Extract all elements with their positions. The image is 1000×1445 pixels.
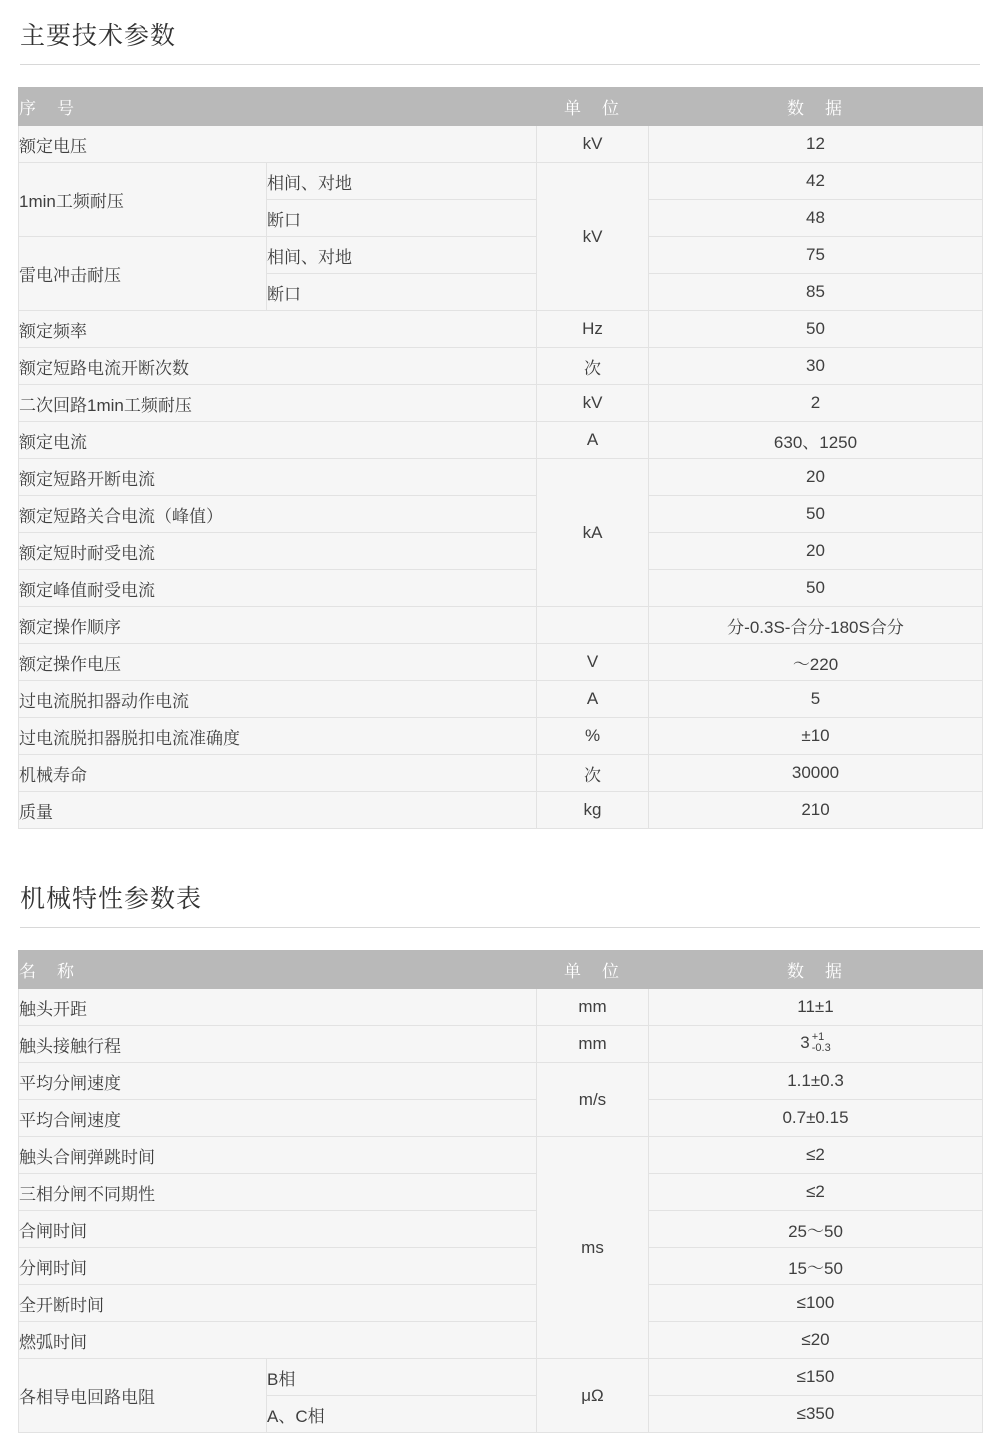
table-row	[19, 385, 983, 422]
row-value: 11±1	[649, 989, 983, 1026]
table-row	[19, 607, 983, 644]
row-value: 20	[649, 533, 983, 570]
tolerance-upper: +1	[811, 1031, 825, 1044]
column-header-unit: 单 位	[537, 951, 649, 989]
row-unit: 次	[537, 348, 649, 385]
row-value: 75	[649, 237, 983, 274]
row-label: 触头开距	[19, 989, 537, 1026]
row-unit: V	[537, 644, 649, 681]
row-label: 1min工频耐压	[19, 163, 267, 237]
row-label: 额定短时耐受电流	[19, 533, 537, 570]
technical-parameters-table	[18, 87, 983, 829]
table-row	[19, 422, 983, 459]
row-value: ≤100	[649, 1285, 983, 1322]
table-row	[19, 681, 983, 718]
row-label: 燃弧时间	[19, 1322, 537, 1359]
row-label: 合闸时间	[19, 1211, 537, 1248]
row-sublabel: 相间、对地	[267, 163, 537, 200]
row-value: 50	[649, 496, 983, 533]
row-unit: A	[537, 422, 649, 459]
row-label: 全开断时间	[19, 1285, 537, 1322]
tolerance-lower: -0.3	[811, 1041, 831, 1054]
column-header-value: 数 据	[649, 88, 983, 126]
row-label: 触头接触行程	[19, 1026, 537, 1063]
table-row	[19, 1100, 983, 1137]
row-label: 二次回路1min工频耐压	[19, 385, 537, 422]
row-unit	[537, 607, 649, 644]
table-row	[19, 989, 983, 1026]
table-header-row	[19, 88, 983, 126]
table-row	[19, 496, 983, 533]
table-row	[19, 718, 983, 755]
section-title-mechanical-parameters: 机械特性参数表	[20, 885, 203, 913]
row-label: 额定峰值耐受电流	[19, 570, 537, 607]
row-value: 30	[649, 348, 983, 385]
row-label: 额定操作顺序	[19, 607, 537, 644]
row-label: 额定短路电流开断次数	[19, 348, 537, 385]
row-value: ≤150	[649, 1359, 983, 1396]
row-sublabel: B相	[267, 1359, 537, 1396]
row-value: 2	[649, 385, 983, 422]
row-value: 分-0.3S-合分-180S合分	[649, 607, 983, 644]
row-label: 平均合闸速度	[19, 1100, 537, 1137]
row-value: 85	[649, 274, 983, 311]
table-row	[19, 163, 983, 200]
table-row	[19, 126, 983, 163]
row-label: 额定操作电压	[19, 644, 537, 681]
row-label: 机械寿命	[19, 755, 537, 792]
row-value: ≤2	[649, 1137, 983, 1174]
row-label: 雷电冲击耐压	[19, 237, 267, 311]
row-unit: 次	[537, 755, 649, 792]
row-value: 630、1250	[649, 422, 983, 459]
table-row	[19, 792, 983, 829]
row-value: 5	[649, 681, 983, 718]
row-label: 额定短路关合电流（峰值）	[19, 496, 537, 533]
table-row	[19, 1026, 983, 1063]
row-unit: mm	[537, 989, 649, 1026]
row-sublabel: A、C相	[267, 1396, 537, 1433]
table-row	[19, 459, 983, 496]
row-value: 1.1±0.3	[649, 1063, 983, 1100]
row-unit: m/s	[537, 1063, 649, 1137]
row-value: ≤350	[649, 1396, 983, 1433]
table-row	[19, 1359, 983, 1396]
row-value: 50	[649, 311, 983, 348]
row-sublabel: 断口	[267, 274, 537, 311]
column-header-unit: 单 位	[537, 88, 649, 126]
table-row	[19, 311, 983, 348]
row-label: 额定频率	[19, 311, 537, 348]
row-label: 质量	[19, 792, 537, 829]
row-label: 平均分闸速度	[19, 1063, 537, 1100]
table-row	[19, 348, 983, 385]
column-header-name: 序 号	[19, 88, 537, 126]
row-unit: kV	[537, 163, 649, 311]
row-value: 48	[649, 200, 983, 237]
table-row	[19, 237, 983, 274]
table-row	[19, 1137, 983, 1174]
row-unit: ms	[537, 1137, 649, 1359]
row-label: 过电流脱扣器动作电流	[19, 681, 537, 718]
table-header-row	[19, 951, 983, 989]
title-divider	[20, 927, 980, 928]
row-value	[649, 1026, 983, 1063]
row-value: 25～50	[649, 1211, 983, 1248]
title-divider	[20, 64, 980, 65]
section-title-technical-parameters: 主要技术参数	[20, 22, 177, 50]
row-value: 20	[649, 459, 983, 496]
row-sublabel: 相间、对地	[267, 237, 537, 274]
tolerance-fraction	[812, 1032, 831, 1053]
row-value: 210	[649, 792, 983, 829]
row-label: 分闸时间	[19, 1248, 537, 1285]
row-unit: kA	[537, 459, 649, 607]
row-label: 触头合闸弹跳时间	[19, 1137, 537, 1174]
mechanical-parameters-table	[18, 950, 983, 1433]
table-row	[19, 1322, 983, 1359]
row-value: ～220	[649, 644, 983, 681]
row-value: ≤20	[649, 1322, 983, 1359]
table-row	[19, 1248, 983, 1285]
section-spacer	[18, 839, 982, 863]
row-label: 各相导电回路电阻	[19, 1359, 267, 1433]
row-label: 过电流脱扣器脱扣电流准确度	[19, 718, 537, 755]
row-unit: %	[537, 718, 649, 755]
row-label: 额定电压	[19, 126, 537, 163]
row-unit: kV	[537, 126, 649, 163]
column-header-name: 名 称	[19, 951, 537, 989]
row-value: 42	[649, 163, 983, 200]
row-value: 0.7±0.15	[649, 1100, 983, 1137]
table-row	[19, 533, 983, 570]
row-value: 50	[649, 570, 983, 607]
row-value-base: 3	[800, 1033, 810, 1053]
table-row	[19, 644, 983, 681]
table-row	[19, 570, 983, 607]
row-value: 12	[649, 126, 983, 163]
row-unit: mm	[537, 1026, 649, 1063]
row-label: 三相分闸不同期性	[19, 1174, 537, 1211]
row-value: ≤2	[649, 1174, 983, 1211]
table-row	[19, 1063, 983, 1100]
row-unit: kg	[537, 792, 649, 829]
row-value: ±10	[649, 718, 983, 755]
row-value: 30000	[649, 755, 983, 792]
row-unit: kV	[537, 385, 649, 422]
table-row	[19, 1174, 983, 1211]
column-header-value: 数 据	[649, 951, 983, 989]
row-value: 15～50	[649, 1248, 983, 1285]
row-label: 额定短路开断电流	[19, 459, 537, 496]
row-unit: μΩ	[537, 1359, 649, 1433]
row-label: 额定电流	[19, 422, 537, 459]
table-row	[19, 1211, 983, 1248]
table-row	[19, 755, 983, 792]
row-unit: Hz	[537, 311, 649, 348]
row-unit: A	[537, 681, 649, 718]
table-row	[19, 1285, 983, 1322]
row-sublabel: 断口	[267, 200, 537, 237]
